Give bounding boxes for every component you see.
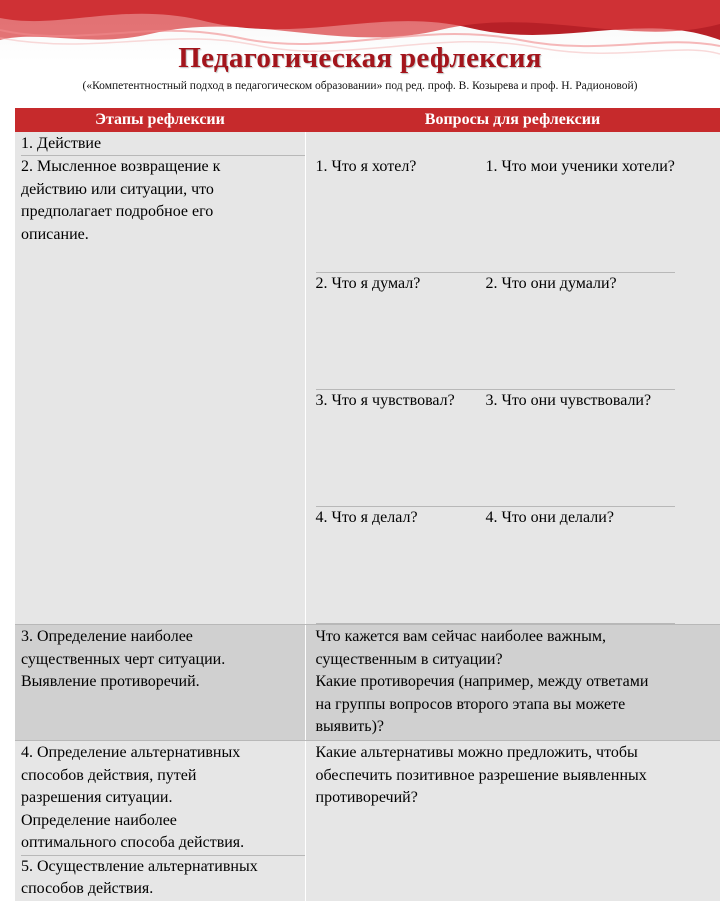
questions-4-cell bbox=[305, 741, 720, 901]
question-3-line: Что кажется вам сейчас наиболее важным, bbox=[316, 626, 720, 649]
stage-4-line: оптимального способа действия. bbox=[21, 832, 305, 855]
stage-2-line-4: описание. bbox=[21, 224, 305, 247]
question-4-line: Какие альтернативы можно предложить, чтобы bbox=[316, 742, 720, 765]
question-self: 2. Что я думал? bbox=[316, 273, 486, 390]
stage-4-line: 4. Определение альтернативных bbox=[21, 742, 305, 765]
stages-1-2-cell bbox=[15, 132, 305, 625]
questions-3-cell bbox=[305, 625, 720, 741]
question-self: 1. Что я хотел? bbox=[316, 156, 486, 273]
stage-2-line-1: 2. Мысленное возвращение к bbox=[21, 156, 305, 179]
column-header-questions: Вопросы для рефлексии bbox=[305, 108, 720, 132]
question-self: 4. Что я делал? bbox=[316, 507, 486, 624]
stage-5-line: способов действия. bbox=[21, 878, 305, 901]
question-4-line: противоречий? bbox=[316, 787, 720, 810]
question-self: 3. Что я чувствовал? bbox=[316, 390, 486, 507]
stage-5-line: 5. Осуществление альтернативных bbox=[21, 855, 305, 879]
page-title: Педагогическая рефлексия bbox=[0, 42, 720, 75]
stage-2-line-2: действию или ситуации, что bbox=[21, 179, 305, 202]
stage-3-line: существенных черт ситуации. bbox=[21, 649, 305, 672]
stage-1-text: 1. Действие bbox=[21, 133, 305, 156]
stage-2-line-3: предполагает подробное его bbox=[21, 201, 305, 224]
question-students: 4. Что они делали? bbox=[486, 507, 675, 624]
question-3-line: выявить)? bbox=[316, 716, 720, 739]
stage-3-line: 3. Определение наиболее bbox=[21, 626, 305, 649]
question-students: 3. Что они чувствовали? bbox=[486, 390, 675, 507]
question-3-line: существенным в ситуации? bbox=[316, 649, 720, 672]
questions-grid bbox=[316, 156, 675, 624]
question-3-line: на группы вопросов второго этапа вы можете bbox=[316, 694, 720, 717]
reflection-table bbox=[15, 108, 720, 901]
questions-1-2-cell bbox=[305, 132, 720, 625]
question-4-line: обеспечить позитивное разрешение выявленных bbox=[316, 765, 720, 788]
question-3-line: Какие противоречия (например, между ответами bbox=[316, 671, 720, 694]
column-header-stages: Этапы рефлексии bbox=[15, 108, 305, 132]
stage-3-cell bbox=[15, 625, 305, 741]
page-subtitle: («Компетентностный подход в педагогическом образовании» под ред. проф. В. Козырева и проф. Н. Радионовой) bbox=[0, 80, 720, 92]
question-students: 2. Что они думали? bbox=[486, 273, 675, 390]
stage-4-line: способов действия, путей bbox=[21, 765, 305, 788]
stage-4-line: разрешения ситуации. bbox=[21, 787, 305, 810]
question-students: 1. Что мои ученики хотели? bbox=[486, 156, 675, 273]
stage-4-line: Определение наиболее bbox=[21, 810, 305, 833]
slide-header bbox=[0, 0, 720, 102]
stage-3-line: Выявление противоречий. bbox=[21, 671, 305, 694]
stages-4-5-cell bbox=[15, 741, 305, 901]
